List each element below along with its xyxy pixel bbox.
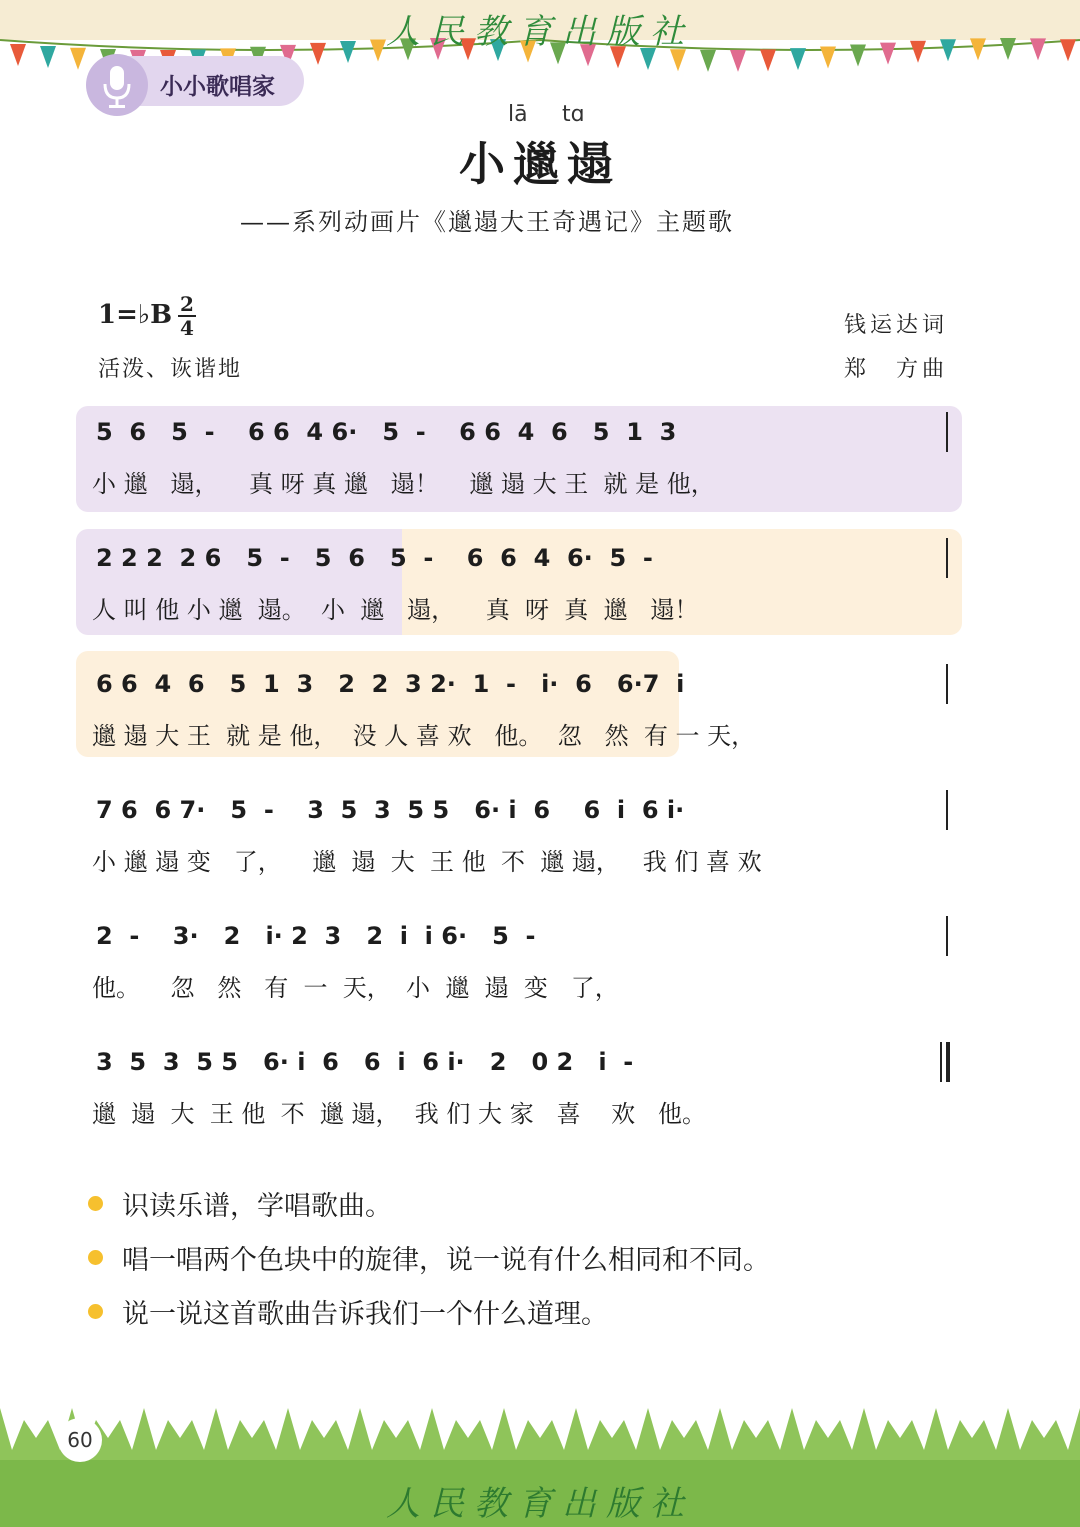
notation-line-5: 2 - 3· 2 i· 2 3 2 i i 6· 5 -	[96, 922, 536, 950]
bullet-dot	[88, 1304, 103, 1319]
notation-line-4: 7 6 6 7· 5 - 3 5 3 5 5 6· i 6 6 i 6 i·	[96, 796, 685, 824]
time-signature-top: 2	[180, 292, 194, 316]
lyricist-credit: 钱运达词	[843, 313, 948, 338]
tempo-marking: 活泼、诙谐地	[98, 357, 243, 382]
pinyin-ta: tɑ	[562, 102, 585, 127]
barline	[940, 1042, 942, 1082]
section-title: 小小歌唱家	[160, 74, 275, 100]
lyrics-line-2: 人 叫 他 小 邋 遢。 小 邋 遢， 真 呀 真 邋 遢！	[92, 596, 699, 624]
question-3: 说一说这首歌曲告诉我们一个什么道理。	[122, 1299, 608, 1330]
question-2: 唱一唱两个色块中的旋律，说一说有什么相同和不同。	[122, 1245, 770, 1276]
publisher-logo-bottom: 人民教育出版社	[386, 1484, 694, 1524]
question-1: 识读乐谱，学唱歌曲。	[122, 1191, 392, 1222]
publisher-logo-top: 人民教育出版社	[386, 12, 694, 52]
notation-line-1: 5 6 5 - 6 6 4 6· 5 - 6 6 4 6 5 1 3	[96, 418, 677, 446]
barline	[946, 538, 948, 578]
time-signature-bottom: 4	[180, 316, 194, 340]
microphone-icon	[86, 54, 148, 116]
final-barline	[946, 1042, 950, 1082]
lyrics-line-3: 邋 遢 大 王 就 是 他， 没 人 喜 欢 他。 忽 然 有 一 天，	[92, 722, 756, 750]
barline	[946, 664, 948, 704]
composer-credit: 郑 方曲	[843, 357, 948, 382]
lyrics-line-1: 小 邋 遢， 真 呀 真 邋 遢！ 邋 遢 大 王 就 是 他，	[92, 470, 715, 498]
lyrics-line-4: 小 邋 遢 变 了， 邋 遢 大 王 他 不 邋 遢， 我 们 喜 欢	[92, 848, 762, 876]
notation-line-6: 3 5 3 5 5 6· i 6 6 i 6 i· 2 0 2 i -	[96, 1048, 634, 1076]
barline	[946, 916, 948, 956]
bullet-dot	[88, 1250, 103, 1265]
lyrics-line-5: 他。 忽 然 有 一 天， 小 邋 遢 变 了，	[92, 974, 619, 1002]
lyrics-line-6: 邋 遢 大 王 他 不 邋 遢， 我 们 大 家 喜 欢 他。	[92, 1100, 706, 1128]
barline	[946, 790, 948, 830]
notation-line-2: 2 2 2 2 6 5 - 5 6 5 - 6 6 4 6· 5 -	[96, 544, 653, 572]
key-signature: 1=♭B	[98, 300, 173, 330]
notation-line-3: 6 6 4 6 5 1 3 2 2 3 2· 1 - i· 6 6·7 i	[96, 670, 685, 698]
time-signature	[178, 294, 196, 338]
song-subtitle: ——系列动画片《邋遢大王奇遇记》主题歌	[240, 208, 734, 236]
barline	[946, 412, 948, 452]
page-number: 60	[58, 1418, 102, 1462]
section-badge	[88, 56, 304, 106]
bullet-dot	[88, 1196, 103, 1211]
pinyin-la: lā	[508, 102, 528, 127]
song-title: 小邋遢	[459, 137, 621, 191]
